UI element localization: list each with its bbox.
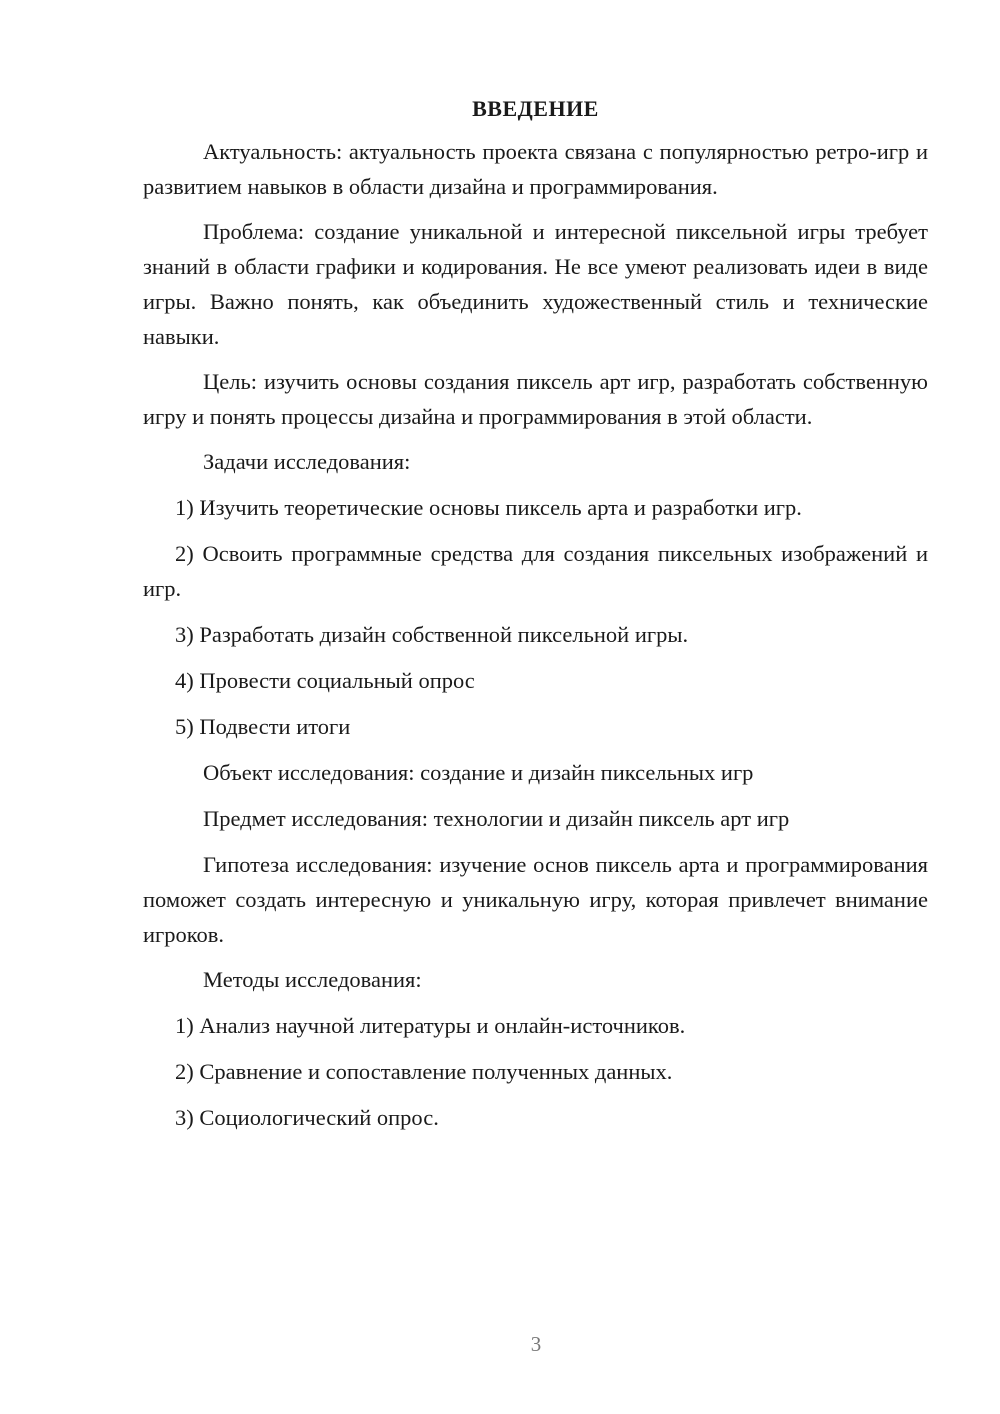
method-item: 1) Анализ научной литературы и онлайн-источников. [175,1013,686,1038]
methods-heading: Методы исследования: [203,967,422,992]
method-item: 2) Сравнение и сопоставление полученных данных. [175,1059,673,1084]
methods-list [143,1008,928,1135]
task-item: 2) Освоить программные средства для создания пиксельных изображений и игр. [143,541,928,601]
goal-paragraph: Цель: изучить основы создания пиксель арт игр, разработать собственную игру и понять процессы дизайна и программирования в этой области. [143,369,928,429]
page-number: 3 [530,1332,542,1356]
task-item: 5) Подвести итоги [175,714,351,739]
hypothesis-paragraph: Гипотеза исследования: изучение основ пиксель арта и программирования поможет создать интересную и уникальную игру, которая привлечет внимание игроков. [143,852,928,947]
problem-paragraph: Проблема: создание уникальной и интересной пиксельной игры требует знаний в области графики и кодирования. Не все умеют реализовать идеи в виде игры. Важно понять, как объединить художественный стиль и технические навыки. [143,219,928,349]
tasks-heading: Задачи исследования: [203,449,411,474]
page-title: ВВЕДЕНИЕ [472,96,599,121]
relevance-paragraph: Актуальность: актуальность проекта связана с популярностью ретро-игр и развитием навыков в области дизайна и программирования. [143,139,928,199]
task-item: 4) Провести социальный опрос [175,668,475,693]
tasks-list [143,490,928,744]
task-item: 1) Изучить теоретические основы пиксель арта и разработки игр. [175,495,802,520]
document-page [143,92,928,1146]
research-object: Объект исследования: создание и дизайн пиксельных игр [203,760,754,785]
method-item: 3) Социологический опрос. [175,1105,439,1130]
research-subject: Предмет исследования: технологии и дизайн пиксель арт игр [203,806,790,831]
task-item: 3) Разработать дизайн собственной пиксельной игры. [175,622,689,647]
